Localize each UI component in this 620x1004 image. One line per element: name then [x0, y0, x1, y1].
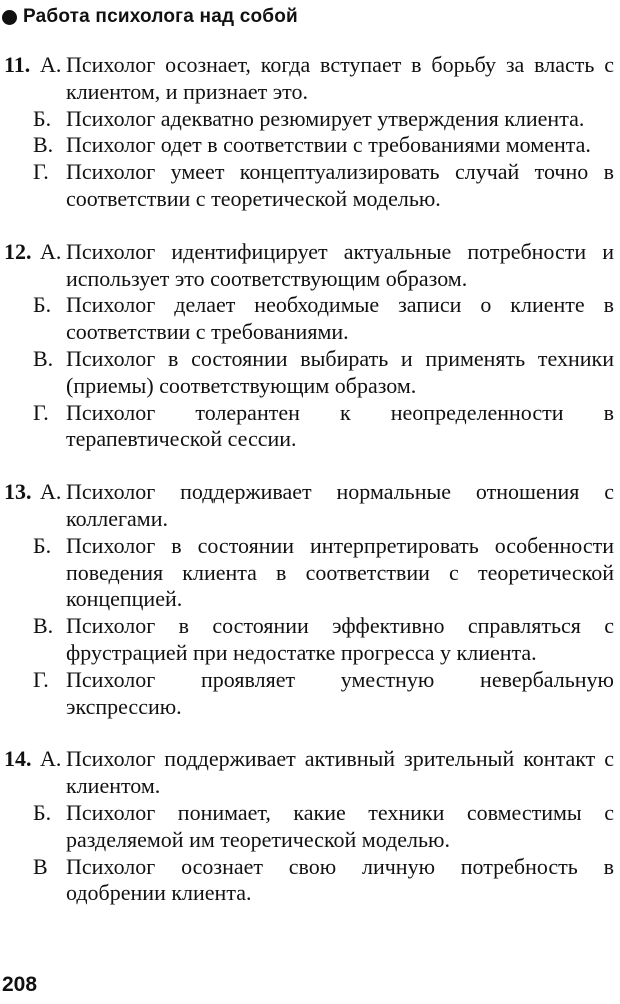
question-number: 13.	[4, 479, 32, 505]
bullet-icon	[2, 10, 17, 25]
option-letter: Б.	[33, 799, 52, 825]
question-item-12	[0, 239, 620, 453]
running-header	[2, 3, 298, 31]
question-number: 14.	[4, 746, 32, 772]
option	[0, 346, 620, 400]
option	[0, 239, 620, 293]
option-letter: Г.	[33, 666, 49, 692]
option-text: Психолог адекватно резюмирует утверждения клиента.	[66, 105, 585, 131]
option-letter: А.	[40, 238, 62, 264]
option	[0, 159, 620, 213]
option-text: Психолог понимает, какие техники совместимы с разделяемой им теоретической моделью.	[66, 799, 614, 852]
option-letter: А.	[40, 52, 62, 77]
option-text: Психолог в состоянии эффективно справляться с фрустрацией при недостатке прогресса у клиента.	[66, 613, 614, 665]
option-text: Психолог делает необходимые записи о клиенте в соответствии с требованиями.	[66, 292, 614, 345]
header-title: Работа психолога над собой	[23, 6, 298, 27]
question-item-13	[0, 479, 620, 720]
option	[0, 292, 620, 346]
option-text: Психолог умеет концептуализировать случай точно в соответствии с теоретической моделью.	[66, 159, 614, 211]
option-letter: Б.	[33, 105, 52, 131]
option-letter: А.	[40, 479, 62, 505]
option-letter: В.	[33, 345, 54, 371]
question-list	[0, 52, 620, 933]
option-text: Психолог проявляет уместную невербальную экспрессию.	[66, 666, 614, 719]
option	[0, 52, 620, 106]
option-text: Психолог поддерживает нормальные отношения с коллегами.	[66, 479, 614, 531]
option-letter: В.	[33, 613, 54, 639]
option	[0, 800, 620, 854]
option-text: Психолог поддерживает активный зрительный контакт с клиентом.	[66, 746, 614, 799]
question-number: 12.	[4, 238, 32, 264]
option	[0, 132, 620, 159]
option-letter: Г.	[33, 159, 49, 185]
option-text: Психолог в состоянии интерпретировать особенности поведения клиента в соответствии с теоретической концепцией.	[66, 532, 614, 612]
option-text: Психолог осознает, когда вступает в борьбу за власть с клиентом, и признает это.	[66, 52, 614, 104]
page-number: 208	[2, 973, 38, 996]
option-letter: В.	[33, 132, 54, 158]
option-text: Психолог одет в соответствии с требованиями момента.	[66, 132, 591, 158]
option	[0, 746, 620, 800]
option-text: Психолог идентифицирует актуальные потребности и использует это соответствующим образом.	[66, 238, 614, 291]
option-letter: Б.	[33, 292, 52, 318]
question-item-14	[0, 746, 620, 907]
option	[0, 533, 620, 613]
option-text: Психолог осознает свою личную потребность в одобрении клиента.	[66, 853, 614, 906]
question-number: 11.	[4, 52, 31, 77]
option-text: Психолог в состоянии выбирать и применять техники (приемы) соответствующим образом.	[66, 345, 614, 398]
question-item-11	[0, 52, 620, 213]
option	[0, 400, 620, 454]
option-letter: Г.	[33, 399, 49, 425]
option-letter: Б.	[33, 532, 52, 558]
option	[0, 854, 620, 908]
option	[0, 667, 620, 721]
option	[0, 479, 620, 533]
option	[0, 106, 620, 133]
option-text: Психолог толерантен к неопределенности в терапевтической сессии.	[66, 399, 614, 452]
option	[0, 613, 620, 667]
option-letter: В	[33, 853, 48, 879]
option-letter: А.	[40, 746, 62, 772]
